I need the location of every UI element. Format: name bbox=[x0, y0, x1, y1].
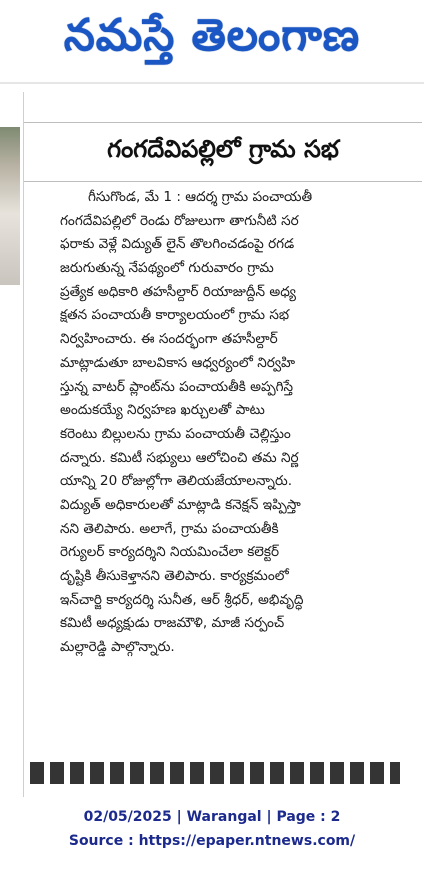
article-line: గీసుగొండ, మే 1 : ఆదర్శ గ్రామ పంచాయతీ bbox=[88, 189, 313, 205]
article-line: విద్యుత్ అధికారులతో మాట్లాడి కనెక్షన్ ఇప్పిస్తా bbox=[60, 496, 301, 513]
article-line: నిర్వహించారు. ఈ సందర్భంగా తహసీల్దార్ bbox=[60, 331, 278, 348]
article-line: మల్లారెడ్డి పాల్గొన్నారు. bbox=[60, 639, 175, 656]
article-line: ఇన్‌చార్జి కార్యదర్శి సునీత, ఆర్ శ్రీధర్, అభివృద్ధి bbox=[60, 591, 304, 608]
article-headline: గంగదేవిపల్లిలో గ్రామ సభ bbox=[107, 135, 339, 163]
newspaper-clipping bbox=[0, 92, 424, 797]
article-line: యాన్ని 20 రోజుల్లోగా తెలియజేయాలన్నారు. bbox=[60, 473, 293, 490]
article-line: క్షతన పంచాయతీ కార్యాలయంలో గ్రామ సభ bbox=[60, 307, 290, 324]
footer-source: Source : https://epaper.ntnews.com/ bbox=[68, 833, 356, 849]
next-article-headline-fragment bbox=[30, 762, 400, 797]
article-line: కరెంటు బిల్లులను గ్రామ పంచాయతీ చెల్లిస్తుం bbox=[60, 425, 291, 442]
article-line: జరుగుతున్న నేపథ్యంలో గురువారం గ్రామ bbox=[60, 260, 274, 277]
article-body bbox=[60, 186, 412, 660]
column-divider bbox=[23, 92, 24, 797]
adjacent-column-fragment bbox=[0, 92, 20, 797]
masthead-divider bbox=[0, 82, 424, 84]
newspaper-title: నమస్తే తెలంగాణ bbox=[63, 10, 361, 61]
article-line: స్తున్న వాటర్ ప్లాంట్‌ను పంచాయతీకి అప్పగిస్తే bbox=[60, 378, 294, 395]
article-line: అందుకయ్యే నిర్వహణ ఖర్చులతో పాటు bbox=[60, 402, 265, 419]
article-line: రెగ్యులర్ కార్యదర్శిని నియమించేలా కలెక్టర్ bbox=[60, 544, 280, 561]
headline-box bbox=[24, 122, 422, 182]
adjacent-photo bbox=[0, 127, 20, 285]
footer bbox=[0, 797, 424, 871]
article-line: దన్నారు. కమిటీ సభ్యులు ఆలోచించి తమ నిర్ణ bbox=[60, 449, 299, 466]
article-line: గంగదేవిపల్లిలో రెండు రోజులుగా తాగునీటి సర bbox=[60, 212, 299, 229]
article-line: కమిటీ అధ్యక్షుడు రాజమౌళి, మాజీ సర్పంచ్ bbox=[60, 615, 285, 632]
article-line: నని తెలిపారు. అలాగే, గ్రామ పంచాయతీకి bbox=[60, 520, 279, 537]
article-line: దృష్టికి తీసుకెళ్తానని తెలిపారు. కార్యక్రమంలో bbox=[60, 568, 289, 584]
article-line: ప్రత్యేక అధికారి తహసీల్దార్ రియాజుద్దీన్ అధ్య bbox=[60, 283, 296, 300]
masthead bbox=[0, 0, 424, 82]
article-line: మాట్లాడుతూ బాలవికాస ఆధ్వర్యంలో నిర్వహి bbox=[60, 354, 296, 371]
article-line: ఫరాకు వెళ్లే విద్యుత్ లైన్ తొలగించడంపై రగడ bbox=[60, 236, 295, 253]
footer-date-edition: 02/05/2025 | Warangal | Page : 2 bbox=[83, 809, 341, 825]
